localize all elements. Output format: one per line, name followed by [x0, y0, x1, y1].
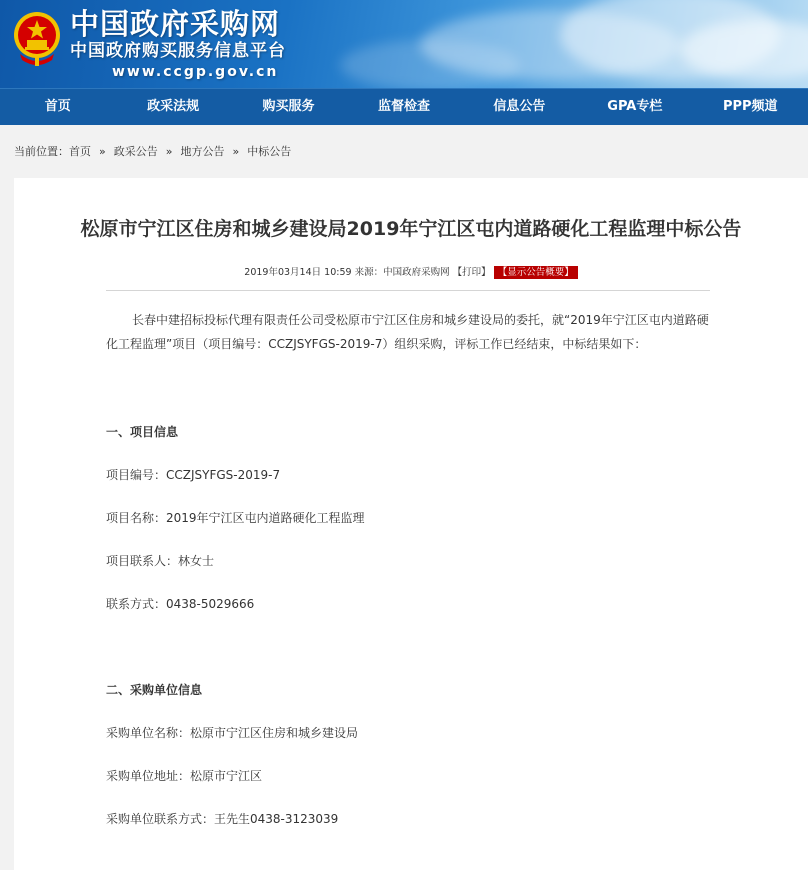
breadcrumb-prefix: 当前位置：: [14, 145, 69, 158]
article-intro: 长春中建招标投标代理有限责任公司受松原市宁江区住房和城乡建设局的委托，就“2019年宁江区屯内道路硬化工程监理”项目（项目编号：CCZJSYFGS-2019-7）组织采购，评标工作已经结束，中标结果如下：: [106, 313, 709, 351]
breadcrumb-award[interactable]: 中标公告: [247, 145, 292, 158]
breadcrumb-local[interactable]: 地方公告: [180, 145, 225, 158]
buyer-name: 采购单位名称：松原市宁江区住房和城乡建设局: [106, 726, 359, 740]
article-source-label: 来源：: [354, 267, 384, 278]
nav-gpa[interactable]: GPA专栏: [607, 99, 663, 114]
contact-phone: 联系方式：0438-5029666: [106, 597, 255, 611]
site-subtitle: 中国政府购买服务信息平台: [70, 41, 286, 61]
article-title: 松原市宁江区住房和城乡建设局2019年宁江区屯内道路硬化工程监理中标公告: [80, 218, 742, 240]
nav-regulations[interactable]: 政采法规: [147, 99, 200, 114]
nav-purchase-services[interactable]: 购买服务: [262, 99, 315, 114]
breadcrumb-procurement[interactable]: 政采公告: [113, 145, 158, 158]
main-nav: [0, 88, 808, 125]
show-summary-button[interactable]: 【显示公告概要】: [494, 266, 578, 279]
nav-home[interactable]: 首页: [44, 99, 71, 114]
print-link[interactable]: 【打印】: [452, 267, 491, 278]
nav-supervision[interactable]: 监督检查: [377, 99, 430, 114]
article-source: 中国政府采购网: [383, 267, 450, 278]
project-contact: 项目联系人：林女士: [106, 554, 215, 568]
site-name[interactable]: 中国政府采购网: [70, 7, 281, 41]
breadcrumb: [0, 125, 808, 179]
national-emblem-icon[interactable]: [12, 10, 62, 68]
project-name: 项目名称：2019年宁江区屯内道路硬化工程监理: [106, 511, 365, 525]
article-panel: [14, 178, 808, 870]
nav-ppp[interactable]: PPP频道: [722, 99, 778, 114]
breadcrumb-separator: »: [165, 145, 173, 158]
site-header: [0, 0, 808, 88]
buyer-contact: 采购单位联系方式：王先生0438-3123039: [106, 812, 339, 826]
nav-announcements[interactable]: 信息公告: [493, 99, 546, 114]
project-number: 项目编号：CCZJSYFGS-2019-7: [106, 468, 281, 482]
breadcrumb-separator: »: [99, 145, 106, 158]
buyer-address: 采购单位地址：松原市宁江区: [106, 769, 263, 783]
site-url: www.ccgp.gov.cn: [112, 64, 279, 80]
divider: [106, 290, 710, 291]
article-date: 2019年03月14日 10:59: [244, 267, 352, 278]
breadcrumb-separator: »: [232, 145, 240, 158]
section-heading-buyer: 二、采购单位信息: [106, 683, 203, 697]
section-heading-project: 一、项目信息: [106, 425, 179, 439]
article-meta: [14, 264, 808, 279]
breadcrumb-home[interactable]: 首页: [69, 145, 91, 158]
